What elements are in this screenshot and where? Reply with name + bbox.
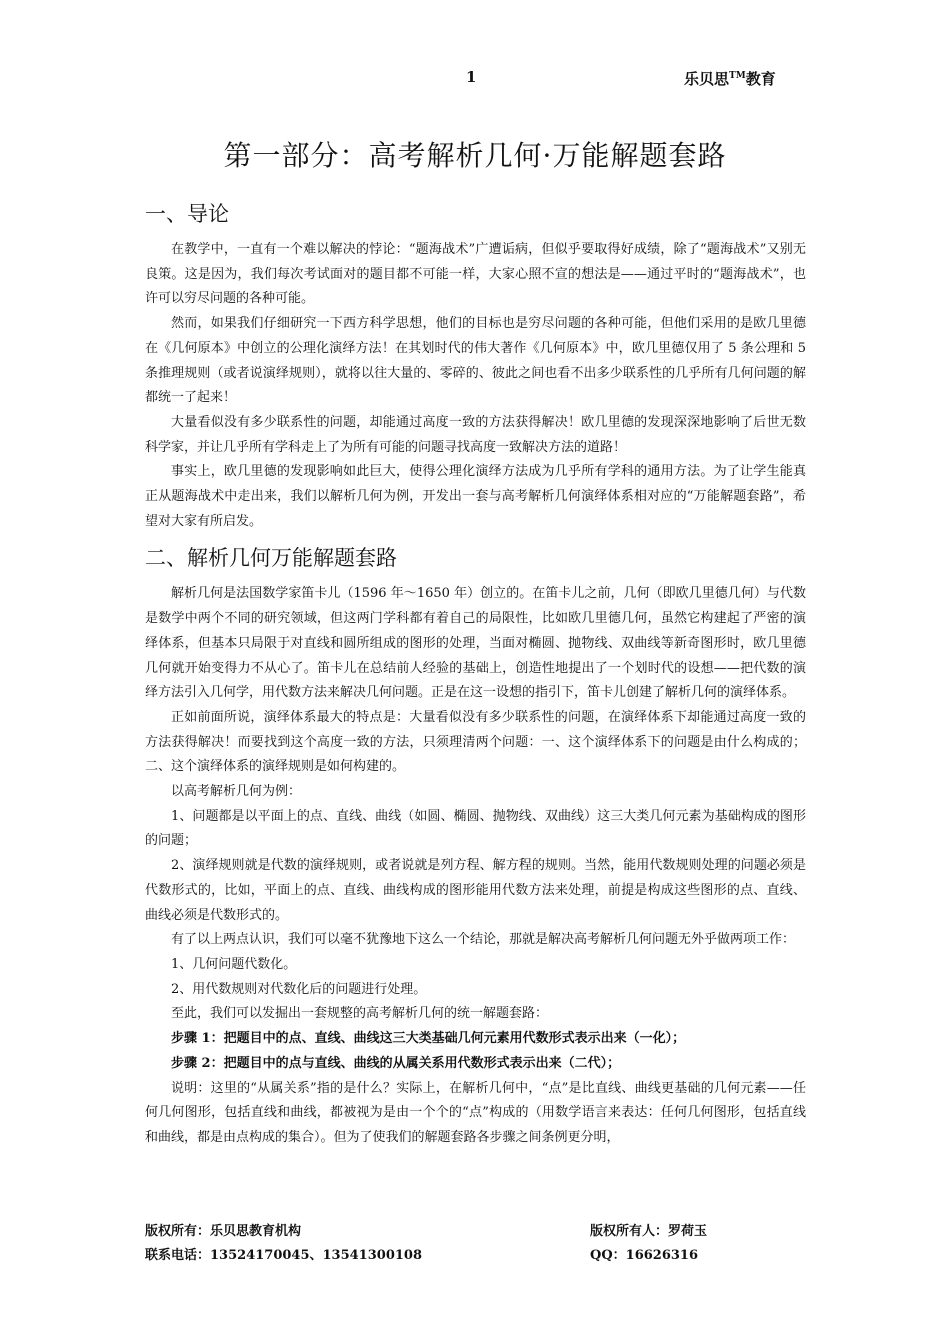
paragraph: 正如前面所说，演绎体系最大的特点是：大量看似没有多少联系性的问题，在演绎体系下却能通过高度一致的方法获得解决！而要找到这个高度一致的方法，只须理清两个问题：一、这个演绎体系下的问题是由什么构成的；二、这个演绎体系的演绎规则是如何构建的。 (145, 709, 806, 775)
footer-copyright-person: 版权所有人：罗荷玉 (590, 1224, 708, 1239)
note-paragraph: 说明：这里的“从属关系”指的是什么？实际上，在解析几何中，“点”是比直线、曲线更基础的几何元素——任何几何图形，包括直线和曲线，都被视为是由一个个的“点”构成的（用数学语言来表达：任何几何图形，包括直线和曲线，都是由点构成的集合）。但为了使我们的解题套路各步骤之间条例更分明， (145, 1080, 806, 1145)
brand-header (684, 68, 776, 89)
paragraph: 2、演绎规则就是代数的演绎规则，或者说就是列方程、解方程的规则。当然，能用代数规则处理的问题必须是代数形式的，比如，平面上的点、直线、曲线构成的图形能用代数方法来处理，前提是构成这些图形的点、直线、曲线必须是代数形式的。 (145, 858, 806, 923)
paragraph: 以高考解析几何为例： (171, 784, 302, 800)
document-body (145, 198, 806, 1151)
paragraph: 在教学中，一直有一个难以解决的悖论：“题海战术”广遭诟病，但似乎要取得好成绩，除了“题海战术”又别无良策。这是因为，我们每次考试面对的题目都不可能一样，大家心照不宣的想法是——通过平时的“题海战术”，也许可以穷尽问题的各种可能。 (145, 242, 806, 307)
section-heading-method: 二、解析几何万能解题套路 (145, 546, 397, 571)
brand-trademark: TM (729, 71, 746, 81)
page-number: 1 (466, 68, 477, 86)
paragraph: 然而，如果我们仔细研究一下西方科学思想，他们的目标也是穷尽问题的各种可能，但他们采用的是欧几里德在《几何原本》中创立的公理化演绎方法！在其划时代的伟大著作《几何原本》中，欧几里德仅用了 5 条公理和 5 条推理规则（或者说演绎规则），就将以往大量的、零碎的、彼此之间也看不出多少联系性的几乎所有几何问题的解都统一了起来！ (145, 316, 806, 406)
paragraph: 1、问题都是以平面上的点、直线、曲线（如圆、椭圆、抛物线、双曲线）这三大类几何元素为基础构成的图形的问题； (145, 808, 806, 849)
footer-qq: QQ：16626316 (590, 1248, 699, 1263)
brand-suffix: 教育 (745, 70, 776, 88)
paragraph: 1、几何问题代数化。 (171, 956, 297, 972)
paragraph: 有了以上两点认识，我们可以毫不犹豫地下这么一个结论，那就是解决高考解析几何问题无外乎做两项工作： (171, 932, 796, 948)
paragraph: 2、用代数规则对代数化后的问题进行处理。 (171, 981, 427, 997)
brand-name: 乐贝思 (684, 70, 730, 88)
page-title: 第一部分：高考解析几何·万能解题套路 (223, 139, 727, 172)
step-2: 步骤 2：把题目中的点与直线、曲线的从属关系用代数形式表示出来（二代）； (171, 1055, 621, 1071)
footer-phone: 联系电话：13524170045、13541300108 (145, 1248, 422, 1263)
paragraph: 事实上，欧几里德的发现影响如此巨大，使得公理化演绎方法成为几乎所有学科的通用方法。为了让学生能真正从题海战术中走出来，我们以解析几何为例，开发出一套与高考解析几何演绎体系相对应的“万能解题套路”，希望对大家有所启发。 (145, 464, 806, 529)
paragraph: 至此，我们可以发掘出一套规整的高考解析几何的统一解题套路： (171, 1006, 549, 1022)
paragraph: 大量看似没有多少联系性的问题，却能通过高度一致的方法获得解决！欧几里德的发现深深地影响了后世无数科学家，并让几乎所有学科走上了为所有可能的问题寻找高度一致解决方法的道路！ (145, 414, 806, 455)
step-1: 步骤 1：把题目中的点、直线、曲线这三大类基础几何元素用代数形式表示出来（一化）； (171, 1031, 686, 1047)
footer-copyright-org: 版权所有：乐贝思教育机构 (145, 1224, 302, 1239)
paragraph: 解析几何是法国数学家笛卡儿（1596 年～1650 年）创立的。在笛卡儿之前，几何（即欧几里德几何）与代数是数学中两个不同的研究领域，但这两门学科都有着自己的局限性，比如欧几里德几何，虽然它构建起了严密的演绎体系，但基本只局限于对直线和圆所组成的图形的处理，当面对椭圆、抛物线、双曲线等新奇图形时，欧几里德几何就开始变得力不从心了。笛卡儿在总结前人经验的基础上，创造性地提出了一个划时代的设想——把代数的演绎方法引入几何学，用代数方法来解决几何问题。正是在这一设想的指引下，笛卡儿创建了解析几何的演绎体系。 (145, 586, 806, 701)
section-heading-intro: 一、导论 (145, 202, 229, 226)
